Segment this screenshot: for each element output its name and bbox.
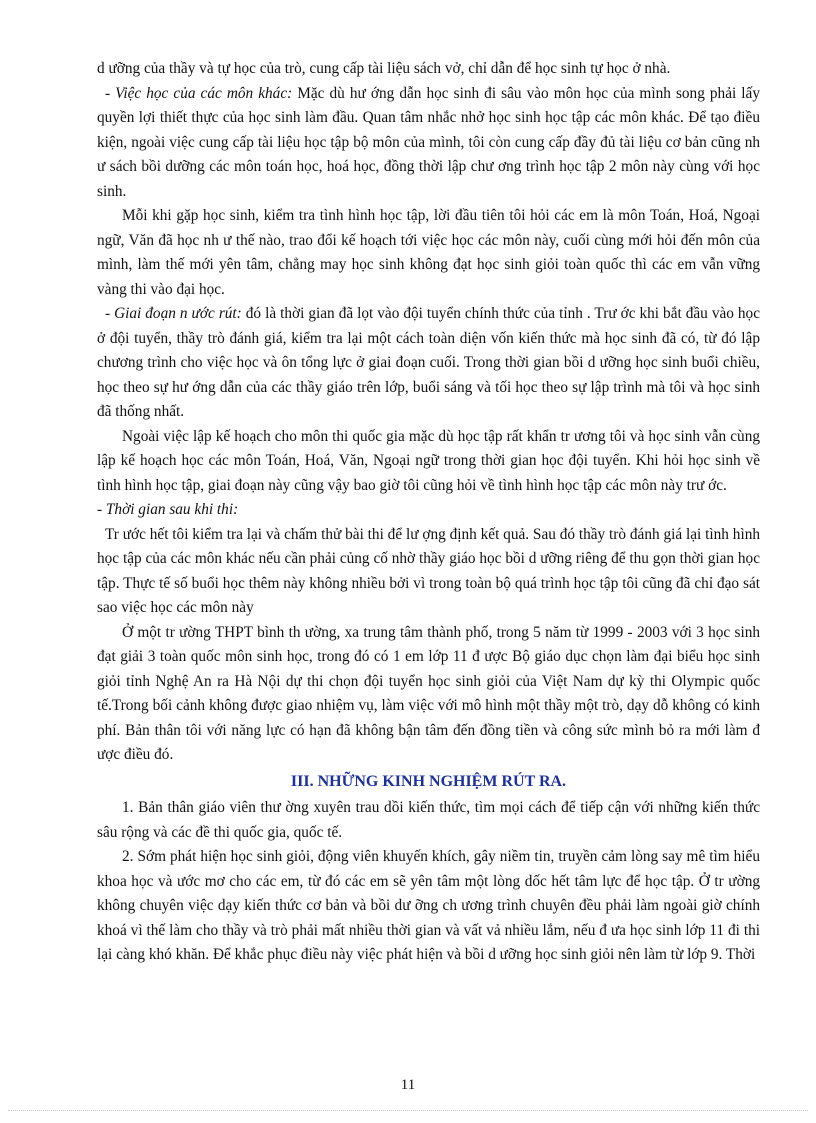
paragraph-10: 2. Sớm phát hiện học sinh giỏi, động viên khuyến khích, gây niềm tin, truyền cảm lòng say mê tìm hiểu khoa học và ước mơ cho các em, từ đó các em sẽ yên tâm một lòng dốc hết tâm lực để học tập. Ở tr ường không chuyên việc dạy kiến thức cơ bản và bồi dư ỡng ch ương trình chuyên đều phải làm ngoài giờ chính khoá vì thế làm cho thầy và trò phải mất nhiều thời gian và vất vả nhiều lắm, nếu đ ưa học sinh lớp 11 đi thi lại càng khó khăn. Để khắc phục điều này việc phát hiện và bồi d ưỡng học sinh giỏi nên làm từ lớp 9. Thời — [97, 848, 760, 963]
paragraph-4-body: đó là thời gian đã lọt vào đội tuyển chính thức của tỉnh . Trư ớc khi bắt đầu vào học ở đội tuyển, thầy trò đánh giá, kiểm tra lại một cách toàn diện vốn kiến thức mà học sinh đã có, từ đó lập chương trình cho việc học và ôn tổng lực ở giai đoạn cuối. Trong thời gian bồi d ưỡng học sinh buổi chiều, học theo sự hư ớng dẫn của các thầy giáo trên lớp, buổi sáng và tối học theo sự lập trình mà tôi và học sinh đã thống nhất. — [97, 305, 760, 420]
paragraph-2 — [97, 82, 760, 205]
paragraph-5: Ngoài việc lập kế hoạch cho môn thi quốc gia mặc dù học tập rất khẩn tr ương tôi và học sinh vẫn cùng lập kế hoạch học các môn Toán, Hoá, Văn, Ngoại ngữ trong thời gian học đội tuyển. Khi hỏi học sinh về tình hình học tập, giai đoạn này cũng vậy bao giờ tôi cũng hỏi về tình hình học tập các môn này trư ớc. — [97, 427, 760, 494]
page-number: 11 — [400, 1077, 416, 1093]
body-text — [97, 57, 760, 968]
paragraph-2-lead: - Việc học của các môn khác: — [105, 84, 293, 102]
paragraph-7: Tr ước hết tôi kiểm tra lại và chấm thử bài thi để lư ợng định kết quả. Sau đó thầy trò đánh giá lại tình hình học tập của các môn khác nếu cần phải củng cố nhờ thầy giáo học bồi d ưỡng riêng để thu gọn thời gian học tập. Thực tế số buổi học thêm này không nhiều bởi vì trong toàn bộ quá trình học tập tôi cũng đã chỉ đạo sát sao việc học các môn này — [97, 525, 760, 616]
paragraph-6 — [97, 498, 760, 523]
paragraph-9: 1. Bản thân giáo viên thư ờng xuyên trau dồi kiến thức, tìm mọi cách để tiếp cận với những kiến thức sâu rộng và các đề thi quốc gia, quốc tế. — [97, 799, 760, 841]
section-heading: III. NHỮNG KINH NGHIỆM RÚT RA. — [290, 772, 567, 790]
page-bottom-rule — [8, 1110, 808, 1111]
paragraph-1: d ưỡng của thầy và tự học của trò, cung cấp tài liệu sách vở, chỉ dẫn để học sinh tự học ở nhà. — [97, 60, 671, 77]
paragraph-8: Ở một tr ường THPT bình th ường, xa trung tâm thành phố, trong 5 năm từ 1999 - 2003 với 3 học sinh đạt giải 3 toàn quốc môn sinh học, trong đó có 1 em lớp 11 đ ược Bộ giáo dục chọn làm đại biểu học sinh giỏi tỉnh Nghệ An ra Hà Nội dự thi chọn đội tuyển học sinh giỏi của Việt Nam dự kỳ thi Olympic quốc tế.Trong bối cảnh không được giao nhiệm vụ, làm việc với mô hình một thầy một trò, dạy dỗ không có kinh phí. Bản thân tôi với năng lực có hạn đã không bận tâm đến đồng tiền và công sức mình bỏ ra mới làm đ ược điều đó. — [97, 623, 760, 763]
paragraph-2-body: Mặc dù hư ớng dẫn học sinh đi sâu vào môn học của mình song phải lấy quyền lợi thiết thực của học sinh làm đầu. Quan tâm nhắc nhở học sinh học tập các môn khác. Để tạo điều kiện, ngoài việc cung cấp tài liệu học tập bộ môn của mình, tôi còn cung cấp đầy đủ tài liệu cơ bản cũng nh ư sách bồi dưỡng các môn toán học, hoá học, đồng thời lập chư ơng trình học tập 2 môn này cùng với học sinh. — [97, 84, 760, 200]
paragraph-6-lead: - Thời gian sau khi thi: — [97, 501, 239, 518]
paragraph-4-lead: - Giai đoạn n ước rút: — [105, 305, 242, 322]
paragraph-4 — [97, 302, 760, 425]
paragraph-3: Mỗi khi gặp học sinh, kiểm tra tình hình học tập, lời đầu tiên tôi hỏi các em là môn Toán, Hoá, Ngoại ngữ, Văn đã học nh ư thế nào, trao đổi kế hoạch tới việc học các môn này, cuối cùng mới hỏi đến môn của mình, làm thế mới yên tâm, chẳng may học sinh không đạt học sinh giỏi toàn quốc thì các em vẫn vững vàng thi vào đại học. — [97, 207, 760, 298]
